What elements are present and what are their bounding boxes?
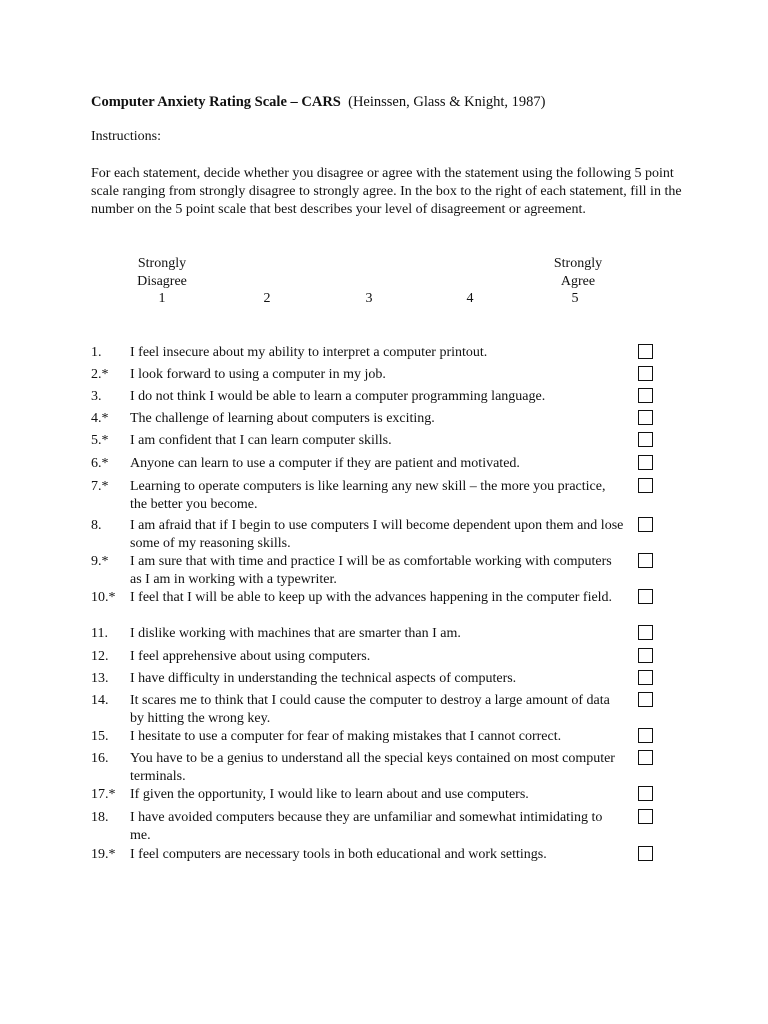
scale-left-line1: Strongly (137, 256, 187, 271)
statement-number: 8. (91, 518, 102, 533)
answer-box[interactable] (638, 648, 653, 663)
answer-box[interactable] (638, 670, 653, 685)
statement-number: 6.* (91, 456, 109, 471)
statement-number: 1. (91, 345, 102, 360)
statement-number: 16. (91, 751, 109, 766)
statement-text: I hesitate to use a computer for fear of making mistakes that I cannot correct. (130, 729, 562, 744)
answer-box[interactable] (638, 344, 653, 359)
scale-point-2: 2 (263, 291, 271, 306)
statement-number: 3. (91, 389, 102, 404)
statement-text: Learning to operate computers is like learning any new skill – the more you practice, the better you become. (130, 479, 606, 512)
statement-number: 10.* (91, 590, 116, 605)
statement-text: I feel apprehensive about using computers. (130, 649, 371, 664)
answer-box[interactable] (638, 478, 653, 493)
statement-number: 9.* (91, 554, 109, 569)
scale-point-3: 3 (365, 291, 373, 306)
answer-box[interactable] (638, 366, 653, 381)
statement-number: 14. (91, 693, 109, 708)
statement-text: I have avoided computers because they are unfamiliar and somewhat intimidating to me. (130, 810, 603, 843)
scale-point-5: 5 (571, 291, 579, 306)
answer-box[interactable] (638, 589, 653, 604)
statement-text: Anyone can learn to use a computer if they are patient and motivated. (130, 456, 520, 471)
statement-number: 19.* (91, 847, 116, 862)
title-citation: (Heinssen, Glass & Knight, 1987) (348, 94, 546, 110)
statement-text: I do not think I would be able to learn a computer programming language. (130, 389, 546, 404)
answer-box[interactable] (638, 455, 653, 470)
answer-box[interactable] (638, 692, 653, 707)
page-title (91, 94, 545, 111)
statement-number: 17.* (91, 787, 116, 802)
statement-text: I feel insecure about my ability to interpret a computer printout. (130, 345, 488, 360)
title-main: Computer Anxiety Rating Scale – CARS (91, 94, 341, 110)
scale-point-1: 1 (158, 291, 166, 306)
statement-text: I am sure that with time and practice I will be as comfortable working with computers as I am in working with a typewriter. (130, 554, 612, 587)
answer-box[interactable] (638, 809, 653, 824)
statement-text: I have difficulty in understanding the technical aspects of computers. (130, 671, 517, 686)
statement-number: 13. (91, 671, 109, 686)
statement-number: 15. (91, 729, 109, 744)
statement-number: 5.* (91, 433, 109, 448)
scale-right-line2: Agree (560, 274, 596, 289)
scale-right-line1: Strongly (553, 256, 603, 271)
statement-number: 18. (91, 810, 109, 825)
answer-box[interactable] (638, 786, 653, 801)
instructions-label: Instructions: (91, 129, 161, 144)
statement-number: 4.* (91, 411, 109, 426)
statement-number: 2.* (91, 367, 109, 382)
answer-box[interactable] (638, 553, 653, 568)
statement-number: 11. (91, 626, 108, 641)
answer-box[interactable] (638, 846, 653, 861)
statement-number: 12. (91, 649, 109, 664)
statement-text: I feel that I will be able to keep up with the advances happening in the computer field. (130, 590, 613, 605)
scale-left-anchor (137, 255, 187, 291)
statement-text: I am confident that I can learn computer skills. (130, 433, 392, 448)
answer-box[interactable] (638, 388, 653, 403)
scale-point-4: 4 (466, 291, 474, 306)
answer-box[interactable] (638, 625, 653, 640)
answer-box[interactable] (638, 432, 653, 447)
statement-text: If given the opportunity, I would like to learn about and use computers. (130, 787, 529, 802)
answer-box[interactable] (638, 517, 653, 532)
statement-text: I feel computers are necessary tools in both educational and work settings. (130, 847, 547, 862)
statement-text: I am afraid that if I begin to use computers I will become dependent upon them and lose some of my reasoning skills. (130, 518, 624, 551)
answer-box[interactable] (638, 410, 653, 425)
scale-right-anchor (554, 255, 602, 291)
statement-number: 7.* (91, 479, 109, 494)
statement-text: I look forward to using a computer in my job. (130, 367, 386, 382)
statement-text: The challenge of learning about computers is exciting. (130, 411, 435, 426)
statement-text: I dislike working with machines that are smarter than I am. (130, 626, 461, 641)
scale-left-line2: Disagree (137, 274, 187, 289)
statement-text: It scares me to think that I could cause the computer to destroy a large amount of data by hitting the wrong key. (130, 693, 610, 726)
statement-text: You have to be a genius to understand all the special keys contained on most computer terminals. (130, 751, 615, 784)
instructions-text: For each statement, decide whether you disagree or agree with the statement using the following 5 point scale ranging from strongly disagree to strongly agree. In the box to the right of each statement, fill in the number on the 5 point scale that best describes your level of disagreement or agreement. (91, 166, 682, 217)
answer-box[interactable] (638, 728, 653, 743)
answer-box[interactable] (638, 750, 653, 765)
